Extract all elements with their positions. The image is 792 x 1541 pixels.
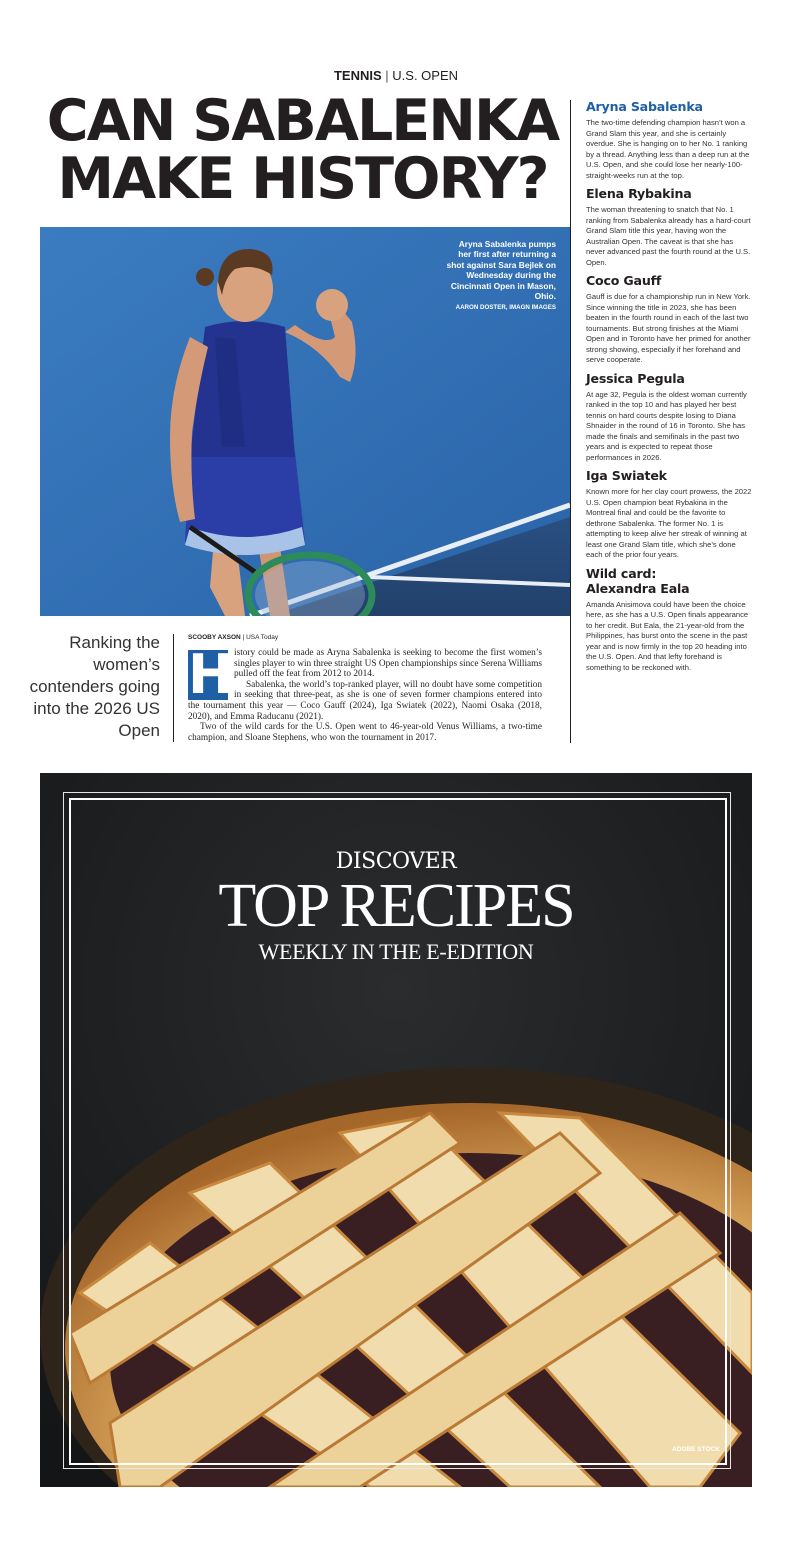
contender-entry — [586, 566, 754, 674]
subsection-name: U.S. OPEN — [392, 68, 459, 83]
byline-separator: | — [242, 634, 245, 641]
ad-photo-credit: ADOBE STOCK — [672, 1446, 720, 1453]
photo-caption — [446, 239, 556, 312]
contender-name: Coco Gauff — [586, 273, 662, 288]
column-divider — [570, 100, 571, 743]
article-deck: Ranking the women’s contenders going into the 2026 US Open — [29, 633, 160, 740]
contender-text: At age 32, Pegula is the oldest woman currently ranked in the top 10 and has played her best tennis on hard courts despite losing to Diana Shnaider in the round of 16 in Toronto. She has made the finals and semifinals in the past two years and is expected to repeat those performances in 2026. — [586, 389, 747, 462]
contenders-sidebar — [586, 99, 754, 678]
article-body — [188, 643, 542, 743]
body-paragraph-1-text: istory could be made as Aryna Sabalenka is seeking to become the first women’s singles player to win three straight US Open championships since Serena Williams pulled off the feat from 2012 to 2014. — [234, 648, 542, 680]
section-label — [0, 68, 792, 83]
contender-name: Jessica Pegula — [586, 370, 685, 386]
contender-text: The two-time defending champion hasn’t won a Grand Slam this year, and she is certainly overdue. She is hanging on to her No. 1 ranking by a thread. Anything less than a deep run at the U.S. Open, and she could lose her nearly-100-straight-weeks run at the top. — [586, 118, 750, 180]
contender-entry — [586, 371, 754, 464]
lead-photo — [40, 227, 570, 616]
byline-outlet: USA Today — [246, 634, 279, 641]
contender-entry — [586, 273, 754, 366]
ad-kicker: DISCOVER — [335, 849, 457, 874]
contender-name-line-2: Alexandra Eala — [586, 580, 690, 596]
photo-credit: AARON DOSTER, IMAGN IMAGES — [455, 304, 556, 312]
contender-entry — [586, 99, 754, 181]
recipes-advertisement[interactable] — [40, 773, 752, 1487]
contender-entry — [586, 468, 754, 561]
photo-caption-text: Aryna Sabalenka pumps her first after returning a shot against Sara Bejlek on Wednesday during the Cincinnati Open in Mason, Ohio. — [446, 239, 556, 302]
byline — [188, 634, 278, 641]
byline-author: SCOOBY AXSON — [188, 634, 241, 641]
contender-entry — [586, 186, 754, 268]
section-name: TENNIS — [333, 68, 382, 83]
contender-name: Aryna Sabalenka — [586, 99, 703, 114]
contender-text: The woman threatening to snatch that No. 1 ranking from Sabalenka already has a hard-court Grand Slam title this year, having won the Australian Open. The caveat is that she has never advanced past the fourth round at the U.S. Open. — [586, 205, 751, 267]
contender-text: Known more for her clay court prowess, the 2022 U.S. Open champion beat Rybakina in the Montreal final and could be the favorite to dethrone Sabalenka. The former No. 1 is attempting to keep alive her streak of winning at least one Grand Slam title, which she’s done each of the prior four years. — [586, 487, 752, 559]
contender-text: Amanda Anisimova could have been the choice here, as she has a U.S. Open finals appearance to her credit. But Eala, the 21-year-old from the Philippines, has burst onto the scene in the past year and is now firmly in the top 20 heading into the U.S. Open. And that lefty forehand is something to be reckoned with. — [586, 599, 749, 672]
headline-line-1: CAN SABALENKA — [46, 88, 559, 154]
body-paragraph-2: Sabalenka, the world’s top-ranked player, will no doubt have some competition in seeking that three-peat, as she is one of seven former champions entered into the tournament this year — Coco Gauff (2024), Iga Swiatek (2022), Naomi Osaka (2018, 2020), and Emma Raducanu (2021). — [188, 679, 542, 722]
ad-subtitle: WEEKLY IN THE E-EDITION — [258, 939, 534, 964]
headline-line-2: MAKE HISTORY? — [57, 146, 548, 212]
contender-name: Wild card: — [586, 565, 657, 581]
body-paragraph-3: Two of the wild cards for the U.S. Open went to 46-year-old Venus Williams, a two-time champion, and Sloane Stephens, who won the tournament in 2017. — [188, 722, 542, 743]
contender-name: Elena Rybakina — [586, 186, 692, 201]
deck-divider — [173, 634, 174, 742]
contender-text: Gauff is due for a championship run in New York. Since winning the title in 2023, she has been beaten in the fourth round in each of the last two tournaments. But strong finishes at the Miami Open and in Toronto have her primed for another strong showing, especially if her forehand and serve cooperate. — [586, 292, 751, 364]
headline — [40, 88, 565, 212]
contender-name: Iga Swiatek — [586, 468, 667, 483]
section-separator: | — [385, 68, 389, 83]
drop-cap: H — [188, 643, 234, 706]
ad-title: TOP RECIPES — [218, 872, 574, 940]
